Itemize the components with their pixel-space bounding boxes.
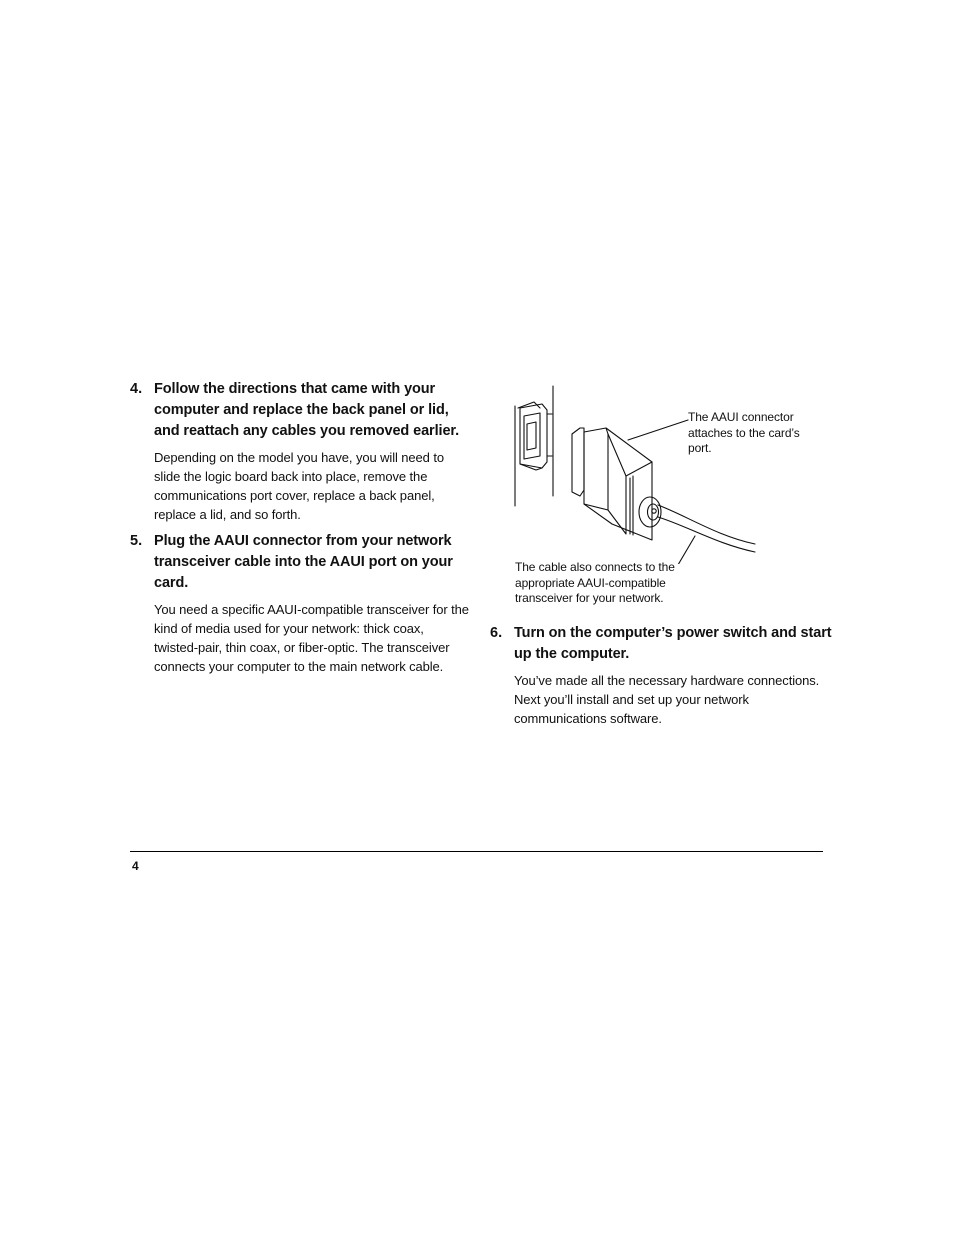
step-number: 6. — [490, 625, 503, 641]
figure-callout-connector: The AAUI connector attaches to the card’s port. — [688, 410, 800, 455]
step-number: 4. — [130, 381, 143, 397]
network-cable — [658, 505, 755, 552]
footer-rule — [130, 851, 823, 852]
step-body: You’ve made all the necessary hardware connections. Next you’ll install and set up your network communications software. — [514, 673, 820, 726]
callout-leader-line — [628, 420, 688, 440]
step-title: Follow the directions that came with your computer and replace the back panel or lid, and reattach any cables you removed earlier. — [154, 381, 460, 439]
step-4 — [130, 379, 470, 524]
figure-callout-cable: The cable also connects to the appropriate AAUI-compatible transceiver for your network. — [515, 560, 675, 605]
step-title: Plug the AAUI connector from your network transceiver cable into the AAUI port on your card. — [154, 533, 453, 591]
step-title: Turn on the computer’s power switch and start up the computer. — [514, 625, 832, 662]
step-body: You need a specific AAUI-compatible transceiver for the kind of media used for your network: thick coax, twisted-pair, thin coax, or fiber-optic. The transceiver connects your computer to the main network cable. — [154, 602, 469, 674]
card-port — [518, 402, 552, 470]
step-number: 5. — [130, 533, 143, 549]
step-6 — [490, 623, 835, 728]
step-body: Depending on the model you have, you will need to slide the logic board back into place, remove the communications port cover, replace a back panel, replace a lid, and so forth. — [154, 450, 444, 522]
page-number: 4 — [132, 859, 139, 873]
step-5 — [130, 531, 470, 676]
aaui-connector — [572, 428, 661, 540]
